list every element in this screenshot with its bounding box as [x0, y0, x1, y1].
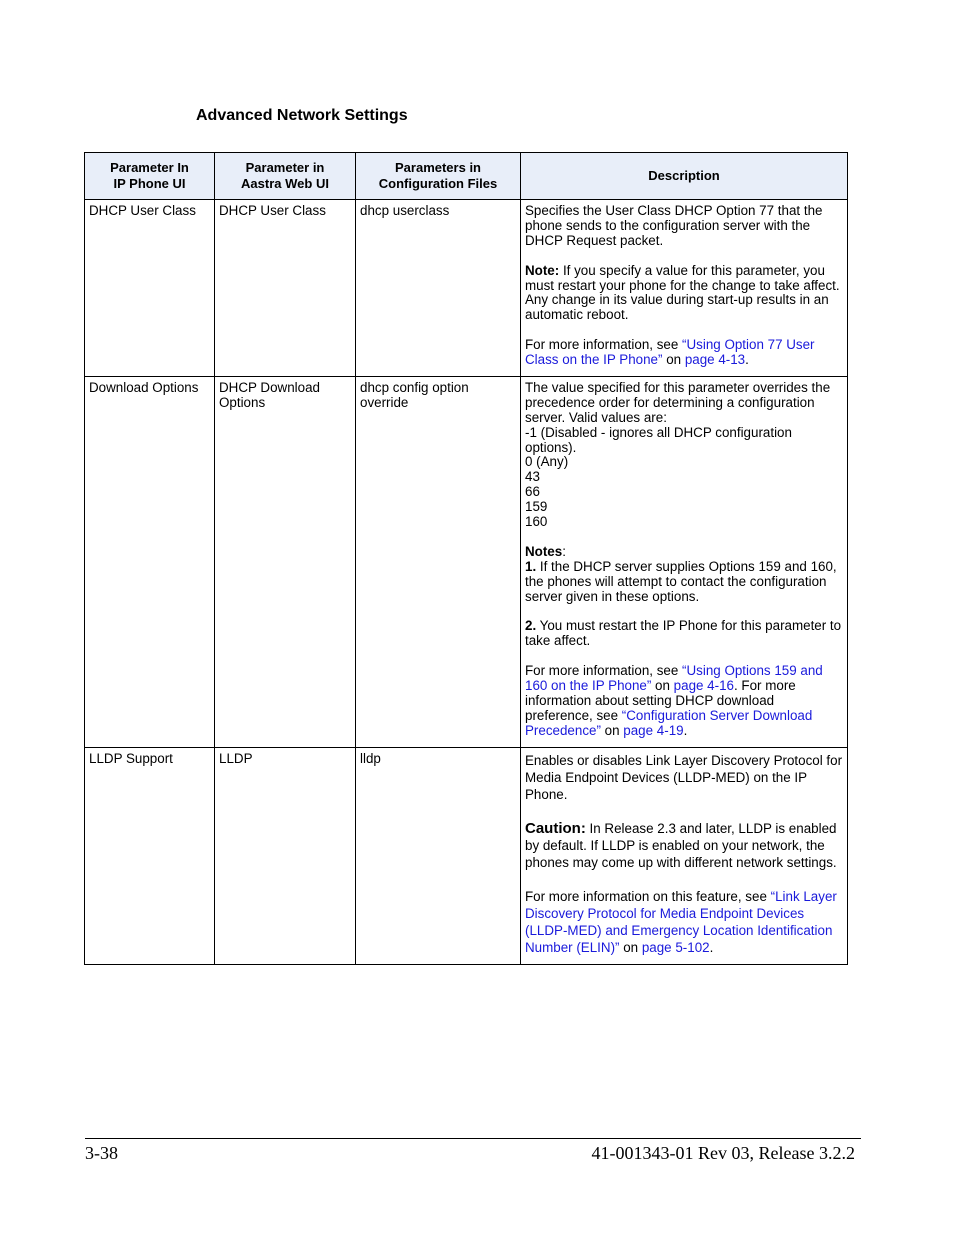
cell-config-file: lldp [356, 747, 521, 964]
description-note-2: 2. You must restart the IP Phone for this parameter to take affect. [525, 618, 842, 649]
cell-config-file: dhcp config option override [356, 376, 521, 747]
cell-ip-phone-ui: LLDP Support [85, 747, 215, 964]
cell-web-ui: DHCP User Class [215, 200, 356, 377]
parameters-table [84, 152, 848, 965]
description-more-info: For more information, see “Using Option 77 User Class on the IP Phone” on page 4-13. [525, 337, 815, 368]
table-header-row [85, 153, 848, 200]
valid-value: 159 [525, 499, 548, 515]
link-page-4-13[interactable]: page 4-13 [684, 352, 746, 368]
description-more-info: For more information on this feature, see “Link Layer Discovery Protocol for Media Endpoint Devices (LLDP-MED) and Emergency Location Identification Number (ELIN)” on page 5-102. [525, 888, 837, 955]
description-caution: Caution: In Release 2.3 and later, LLDP is enabled by default. If LLDP is enabled on your network, the phones may come up with different network settings. [525, 819, 837, 870]
footer-divider [85, 1138, 861, 1139]
link-page-5-102[interactable]: page 5-102 [641, 939, 710, 955]
link-option-77[interactable]: “Using Option 77 User Class on the IP Phone” [525, 337, 815, 368]
table-row [85, 200, 848, 377]
link-page-4-19[interactable]: page 4-19 [623, 722, 684, 738]
valid-value: 43 [525, 469, 540, 485]
cell-web-ui: LLDP [215, 747, 356, 964]
description-intro: Enables or disables Link Layer Discovery Protocol for Media Endpoint Devices (LLDP-MED) on the IP Phone. [525, 752, 843, 802]
description-intro: Specifies the User Class DHCP Option 77 that the phone sends to the configuration server with the DHCP Request packet. [525, 203, 823, 248]
footer-doc-id: 41-001343-01 Rev 03, Release 3.2.2 [591, 1143, 855, 1163]
cell-config-file: dhcp userclass [356, 200, 521, 377]
description-more-info: For more information, see “Using Options 159 and 160 on the IP Phone” on page 4-16. For more information about setting DHCP download preference, see “Configuration Server Download Precedence” on page 4-19. [525, 663, 823, 738]
link-page-4-16[interactable]: page 4-16 [673, 678, 734, 694]
description-intro: The value specified for this parameter overrides the precedence order for determining a configuration server. Valid values are: -1 (Disabled - ignores all DHCP configuration options). 0 (Any) 43 66 159 160 [525, 381, 843, 530]
footer-page-number: 3-38 [85, 1143, 118, 1163]
link-config-server-precedence[interactable]: “Configuration Server Download Precedence” [525, 707, 813, 738]
description-note: Note: If you specify a value for this parameter, you must restart your phone for the change to take affect. Any change in its value during start-up results in an automatic reboot. [525, 262, 840, 323]
table-row [85, 747, 848, 964]
table-row [85, 376, 848, 747]
cell-ip-phone-ui: DHCP User Class [85, 200, 215, 377]
header-description: Description [521, 153, 848, 200]
valid-value: 0 (Any) [525, 454, 569, 470]
cell-description [521, 747, 848, 964]
cell-web-ui: DHCP Download Options [215, 376, 356, 747]
link-lldp-med[interactable]: “Link Layer Discovery Protocol for Media Endpoint Devices (LLDP-MED) and Emergency Location Identification Number (ELIN)” [525, 888, 837, 955]
cell-ip-phone-ui: Download Options [85, 376, 215, 747]
description-notes: Notes: 1. If the DHCP server supplies Options 159 and 160, the phones will attempt to contact the configuration server given in these options. [525, 543, 837, 604]
header-config-files: Parameters in Configuration Files [356, 153, 521, 200]
cell-description [521, 200, 848, 377]
link-options-159-160[interactable]: “Using Options 159 and 160 on the IP Phone” [525, 663, 823, 694]
header-web-ui: Parameter in Aastra Web UI [215, 153, 356, 200]
valid-value: 66 [525, 484, 540, 500]
cell-description [521, 376, 848, 747]
valid-value: -1 (Disabled - ignores all DHCP configuration options). [525, 424, 792, 455]
valid-value: 160 [525, 514, 548, 530]
header-ip-phone-ui: Parameter In IP Phone UI [85, 153, 215, 200]
section-heading: Advanced Network Settings [196, 107, 408, 124]
